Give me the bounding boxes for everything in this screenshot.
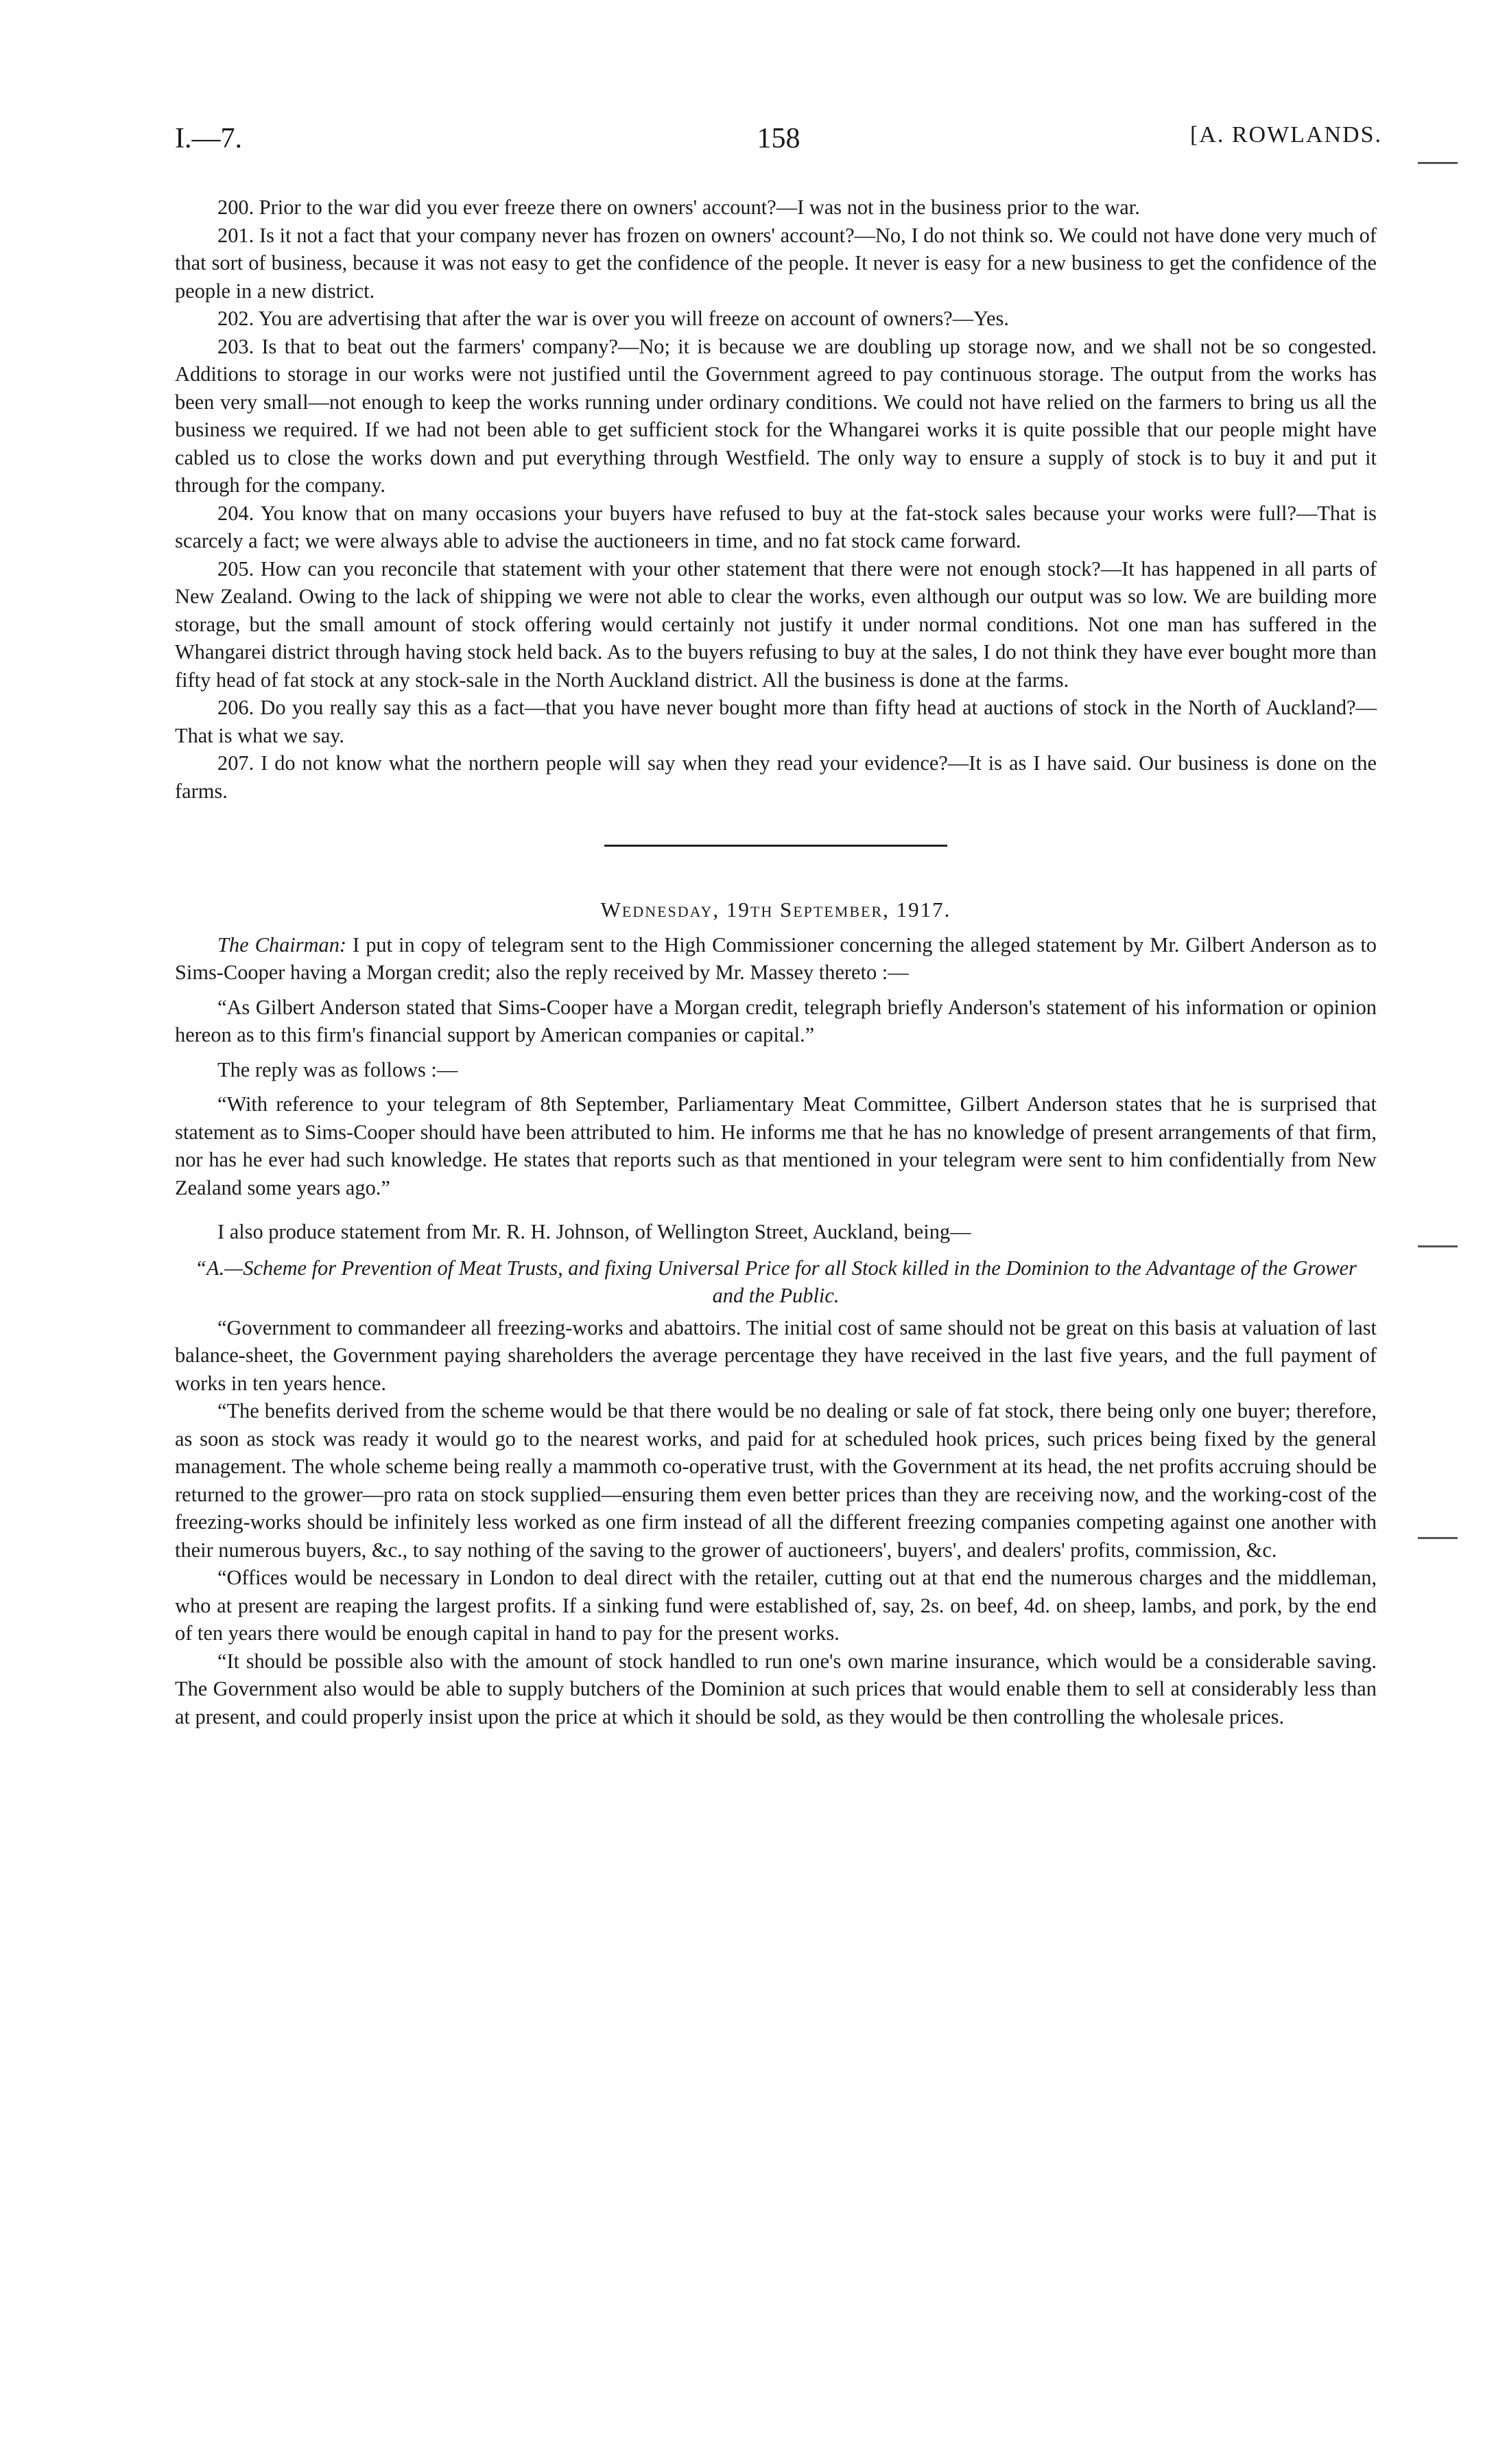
scheme-paragraph: “Government to commandeer all freezing-works and abattoirs. The initial cost of same should not be great on this basis at valuation of last balance-sheet, the Government paying shareholders the average percentage they have received in the last five years, and the full payment of works in ten years hence. (175, 1315, 1377, 1395)
qa-paragraph-204: 204. You know that on many occasions your buyers have refused to buy at the fat-stock sales because your works were full?—That is scarcely a fact; we were always able to advise the auctioneers in time, and no fat stock came forward. (175, 501, 1377, 552)
reply-quote: “With reference to your telegram of 8th September, Parliamentary Meat Committee, Gilbert Anderson states that he is surprised that statement as to Sims-Cooper should have been attributed to him. He informs me that he has no knowledge of present arrangements of that firm, nor has he ever had such knowledge. He states that reports such as that mentioned in your telegram were sent to him confidentially from New Zealand some years ago.” (175, 1092, 1377, 1199)
witness-name: [A. ROWLANDS. (1189, 122, 1382, 148)
qa-paragraph-202: 202. You are advertising that after the war is over you will freeze on account of owners?—Yes. (217, 307, 1009, 330)
qa-paragraph-201: 201. Is it not a fact that your company never has frozen on owners' account?—No, I do not think so. We could not have done very much of that sort of business, because it was not easy to get the confidence of the people. It never is easy for a new business to get the confidence of the people in a new district. (175, 223, 1377, 303)
margin-mark (1418, 1537, 1458, 1539)
page-number: 158 (757, 123, 800, 154)
qa-paragraph-200: 200. Prior to the war did you ever freeze there on owners' account?—I was not in the business prior to the war. (217, 196, 1140, 219)
reply-intro: The reply was as follows :— (217, 1057, 458, 1081)
qa-paragraph-206: 206. Do you really say this as a fact—that you have never bought more than fifty head at auctions of stock in the North of Auckland?—That is what we say. (175, 696, 1377, 747)
paper-reference: I.—7. (175, 123, 242, 154)
margin-mark (1418, 1245, 1458, 1247)
margin-mark (1418, 162, 1458, 164)
telegram-quote: “As Gilbert Anderson stated that Sims-Cooper have a Morgan credit, telegraph briefly Anderson's statement of his information or opinion hereon as to this firm's financial support by American companies or capital.” (175, 995, 1377, 1046)
date-heading: Wednesday, 19th September, 1917. (600, 897, 951, 922)
scheme-paragraph: “It should be possible also with the amount of stock handled to run one's own marine insurance, which would be a considerable saving. The Government also would be able to supply butchers of the Dominion at such prices that would enable them to sell at considerably less than at present, and could properly insist upon the price at which it should be sold, as they would be then controlling the wholesale prices. (175, 1649, 1377, 1728)
chairman-text: I put in copy of telegram sent to the High Commissioner concerning the alleged statement by Mr. Gilbert Anderson as to Sims-Cooper having a Morgan credit; also the reply received by Mr. Massey thereto :— (175, 932, 1377, 984)
scheme-paragraph: “Offices would be necessary in London to deal direct with the retailer, cutting out at that end the numerous charges and the middleman, who at present are reaping the largest profits. If a sinking fund were established of, say, 2s. on beef, 4d. on sheep, lambs, and pork, by the end of ten years there would be enough capital in hand to pay for the present works. (175, 1566, 1377, 1645)
qa-paragraph-207: 207. I do not know what the northern people will say when they read your evidence?—It is as I have said. Our business is done on the farms. (175, 751, 1377, 803)
qa-paragraph-205: 205. How can you reconcile that statement with your other statement that there were not enough stock?—It has happened in all parts of New Zealand. Owing to the lack of shipping we were not able to clear the works, even although our output was so low. We are building more storage, but the small amount of stock offering would certainly not justify it under normal conditions. Not one man has suffered in the Whangarei district through having stock held back. As to the buyers refusing to buy at the sales, I do not think they have ever bought more than fifty head of fat stock at any stock-sale in the North Auckland district. All the business is done at the farms. (175, 556, 1377, 692)
section-divider (604, 845, 947, 847)
chairman-statement (175, 931, 1377, 987)
qa-paragraph-203: 203. Is that to beat out the farmers' company?—No; it is because we are doubling up storage now, and we shall not be so congested. Additions to storage in our works were not justified until the Government agreed to pay continuous storage. The output from the works has been very small—not enough to keep the works running under ordinary conditions. We could not have relied on the farmers to bring us all the business we required. If we had not been able to get sufficient stock for the Whangarei works it is quite possible that our people might have cabled us to close the works down and put everything through Westfield. The only way to ensure a supply of stock is to buy it and put it through for the company. (175, 334, 1377, 497)
document-body (175, 193, 1377, 1730)
statement-intro: I also produce statement from Mr. R. H. Johnson, of Wellington Street, Auckland, being— (217, 1220, 971, 1243)
speaker-label: The Chairman: (217, 932, 347, 957)
scheme-paragraph: “The benefits derived from the scheme would be that there would be no dealing or sale of fat stock, there being only one buyer; therefore, as soon as stock was ready it would go to the nearest works, and paid for at scheduled hook prices, such prices being fixed by the general management. The whole scheme being really a mammoth co-operative trust, with the Government at its head, the net profits accruing should be returned to the grower—pro rata on stock supplied—ensuring them even better prices than they are receiving now, and the working-cost of the freezing-works should be infinitely less worked as one firm instead of all the different freezing companies competing against one another with their numerous buyers, &c., to say nothing of the saving to the grower of auctioneers', buyers', and dealers' profits, commission, &c. (175, 1399, 1377, 1562)
page-header (175, 122, 1382, 163)
scheme-title: “A.—Scheme for Prevention of Meat Trusts, and fixing Universal Price for all Stock killed in the Dominion to the Advantage of the Grower and the Public. (195, 1256, 1357, 1307)
